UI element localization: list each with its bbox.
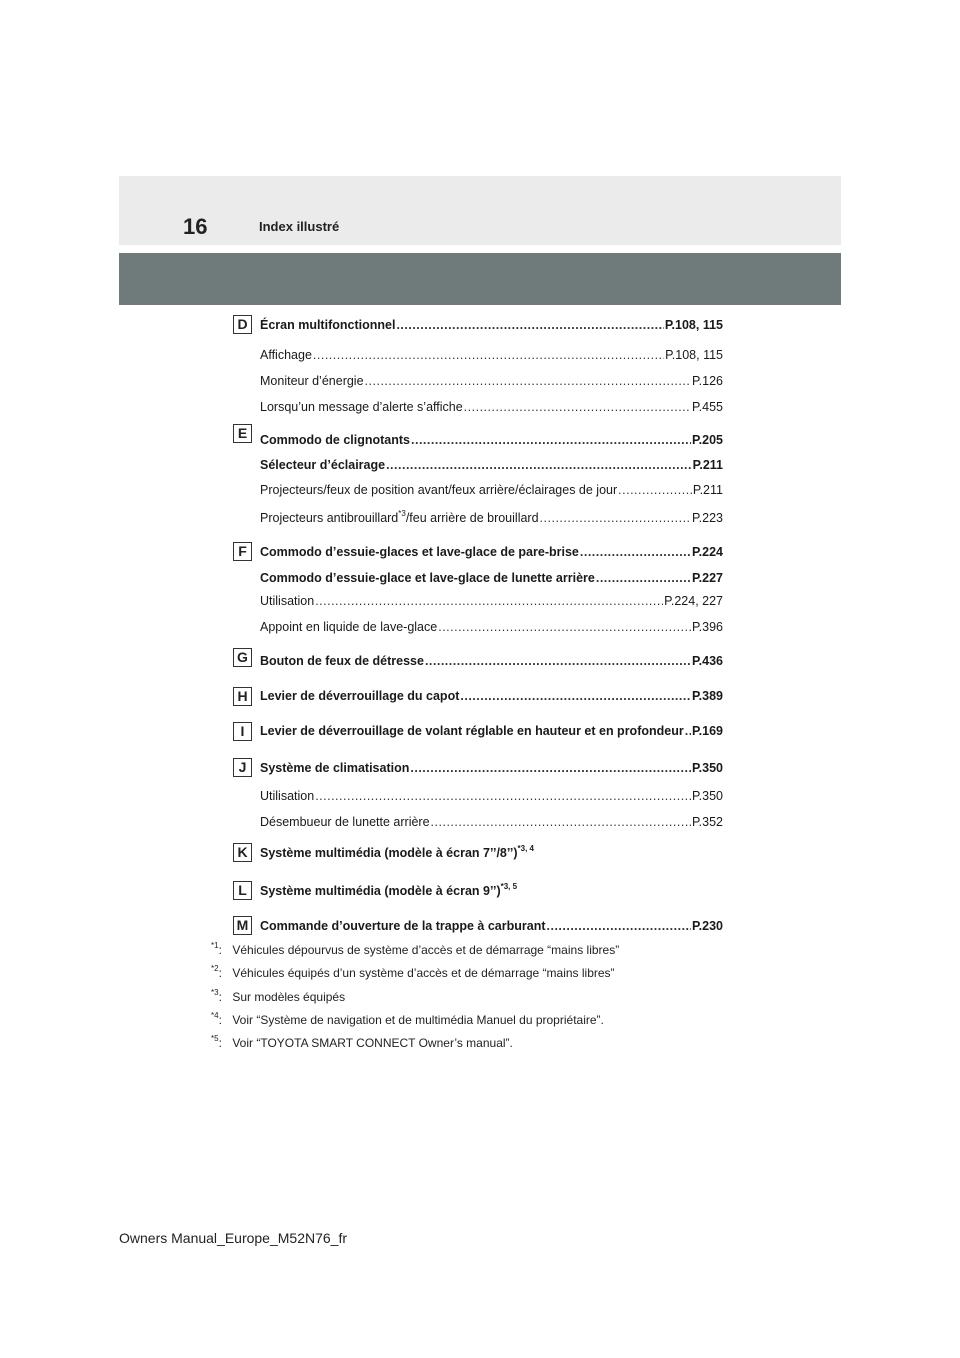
footnote-mark: $^{*3}$: <box>211 988 222 1004</box>
entry-title-text: Commande d’ouverture de la trappe à carburant <box>260 919 546 933</box>
index-entry[interactable] <box>260 815 723 829</box>
entry-title-text: Désembueur de lunette arrière <box>260 815 430 829</box>
entry-title <box>260 843 534 860</box>
entry-title-text: Lorsqu’un message d’alerte s’affiche <box>260 400 463 414</box>
index-entry[interactable] <box>260 789 723 803</box>
dot-leader <box>618 483 692 497</box>
index-entry[interactable] <box>260 458 723 472</box>
entry-title-text: Utilisation <box>260 789 315 803</box>
page-reference[interactable]: P.224, 227 <box>664 594 723 608</box>
entry-title-text: Utilisation <box>260 594 315 608</box>
entry-title-text: Commodo d’essuie-glace et lave-glace de lunette arrière <box>260 571 595 585</box>
index-entry[interactable] <box>260 433 723 447</box>
entry-title-text: Bouton de feux de détresse <box>260 654 424 668</box>
page-reference[interactable]: P.108, 115 <box>665 348 723 362</box>
entry-title <box>260 318 395 332</box>
entry-title-text: Projecteurs/feux de position avant/feux arrière/éclairages de jour <box>260 483 618 497</box>
footnote <box>211 943 619 957</box>
dot-leader <box>580 545 691 559</box>
index-entry[interactable] <box>260 919 723 933</box>
footnote-mark-number: *3 <box>211 988 219 997</box>
page-reference[interactable]: P.108, 115 <box>664 318 723 332</box>
entry-title <box>260 689 459 703</box>
entry-title <box>260 483 617 497</box>
dot-leader <box>438 620 691 634</box>
index-entry[interactable] <box>260 318 723 332</box>
footnote <box>211 1013 604 1027</box>
page-reference[interactable]: P.223 <box>691 511 723 525</box>
footnote-mark-number: *5 <box>211 1034 219 1043</box>
index-entry[interactable] <box>260 724 723 738</box>
section-letter-j: J <box>233 758 252 777</box>
dot-leader <box>410 761 691 775</box>
page-reference[interactable]: P.350 <box>691 761 723 775</box>
entry-title <box>260 724 684 738</box>
footnote-mark: $^{*2}$: <box>211 964 222 980</box>
dot-leader <box>596 571 691 585</box>
index-entry[interactable] <box>260 545 723 559</box>
dot-leader <box>386 458 692 472</box>
index-entry[interactable] <box>260 374 723 388</box>
page-reference[interactable]: P.230 <box>691 919 723 933</box>
header-band <box>119 176 841 245</box>
entry-title-text: Commodo de clignotants <box>260 433 410 447</box>
dot-leader <box>460 689 691 703</box>
entry-title <box>260 458 385 472</box>
footnote-mark: $^{*1}$: <box>211 941 222 957</box>
entry-title <box>260 400 463 414</box>
dot-leader <box>396 318 663 332</box>
entry-title <box>260 881 518 898</box>
page-reference[interactable]: P.126 <box>691 374 723 388</box>
entry-title-text: Levier de déverrouillage de volant réglable en hauteur et en profondeur <box>260 724 684 738</box>
index-entry[interactable] <box>260 761 723 775</box>
dot-leader <box>315 594 663 608</box>
entry-title <box>260 620 437 634</box>
footnote-reference: *3, 5 <box>500 881 518 891</box>
entry-title-text: Système multimédia (modèle à écran 9’’) <box>260 884 501 898</box>
page-reference[interactable]: P.224 <box>691 545 723 559</box>
page-reference[interactable]: P.169 <box>691 724 723 738</box>
page-reference[interactable]: P.211 <box>692 483 723 497</box>
page-reference[interactable]: P.227 <box>691 571 723 585</box>
entry-title <box>260 919 546 933</box>
page-reference[interactable]: P.352 <box>691 815 723 829</box>
footnote-text: Véhicules dépourvus de système d’accès et de démarrage “mains libres” <box>232 943 620 957</box>
page-number: 16 <box>183 214 208 239</box>
header-illustration-bar <box>119 253 841 305</box>
dot-leader <box>685 724 691 738</box>
index-entry[interactable] <box>260 843 723 860</box>
footnote-mark: $^{*4}$: <box>211 1011 222 1027</box>
index-entry[interactable] <box>260 594 723 608</box>
entry-title-text: Système de climatisation <box>260 761 410 775</box>
section-letter-h: H <box>233 687 252 706</box>
index-entry[interactable] <box>260 689 723 703</box>
page-reference[interactable]: P.455 <box>691 400 723 414</box>
footnote <box>211 966 615 980</box>
page-reference[interactable]: P.396 <box>691 620 723 634</box>
dot-leader <box>315 789 691 803</box>
dot-leader <box>425 654 691 668</box>
index-entry[interactable] <box>260 348 723 362</box>
index-entry[interactable] <box>260 571 723 585</box>
footnote-mark-number: *2 <box>211 964 219 973</box>
dot-leader <box>431 815 691 829</box>
entry-title-text: Levier de déverrouillage du capot <box>260 689 460 703</box>
index-entry[interactable] <box>260 483 723 497</box>
entry-title <box>260 594 314 608</box>
section-letter-e: E <box>233 424 252 443</box>
index-entry[interactable] <box>260 881 723 898</box>
entry-title <box>260 654 424 668</box>
footer-text: Owners Manual_Europe_M52N76_fr <box>119 1230 348 1246</box>
entry-title-text: Commodo d’essuie-glaces et lave-glace de pare-brise <box>260 545 579 559</box>
entry-title-text: Moniteur d’énergie <box>260 374 364 388</box>
dot-leader <box>464 400 691 414</box>
footnote-text: Voir “TOYOTA SMART CONNECT Owner’s manual”. <box>232 1036 513 1050</box>
entry-title <box>260 761 409 775</box>
footnote-reference: *3 <box>398 508 406 518</box>
dot-leader <box>547 919 691 933</box>
entry-title <box>260 374 364 388</box>
entry-title-text: Projecteurs antibrouillard <box>260 511 399 525</box>
page-reference[interactable]: P.205 <box>691 433 723 447</box>
section-letter-f: F <box>233 542 252 561</box>
entry-title <box>260 815 430 829</box>
footnote-mark: $^{*5}$: <box>211 1034 222 1050</box>
dot-leader <box>313 348 664 362</box>
page-reference[interactable]: P.211 <box>692 458 723 472</box>
entry-title <box>260 789 314 803</box>
section-letter-d: D <box>233 315 252 334</box>
index-entry[interactable] <box>260 620 723 634</box>
footnote-text: Véhicules équipés d’un système d’accès et de démarrage “mains libres” <box>232 966 615 980</box>
section-title: Index illustré <box>259 219 340 234</box>
entry-title-text: Système multimédia (modèle à écran 7’’/8’’) <box>260 846 518 860</box>
entry-title <box>260 545 579 559</box>
entry-title <box>260 433 410 447</box>
page-reference[interactable]: P.350 <box>691 789 723 803</box>
entry-title-text: Affichage <box>260 348 312 362</box>
entry-title-text: Appoint en liquide de lave-glace <box>260 620 438 634</box>
section-letter-m: M <box>233 916 252 935</box>
section-letter-k: K <box>233 843 252 862</box>
entry-title <box>260 508 539 525</box>
entry-title <box>260 348 312 362</box>
entry-title <box>260 571 595 585</box>
page-reference[interactable]: P.389 <box>691 689 723 703</box>
footnote-reference: *3, 4 <box>517 843 534 853</box>
footnote-text: Voir “Système de navigation et de multimédia Manuel du propriétaire”. <box>232 1013 604 1027</box>
entry-title-text: Sélecteur d’éclairage <box>260 458 386 472</box>
section-letter-i: I <box>233 722 252 741</box>
entry-title-text: Écran multifonctionnel <box>260 318 396 332</box>
footnote-mark-number: *4 <box>211 1011 219 1020</box>
footnote <box>211 990 345 1004</box>
footnote-mark-number: *1 <box>211 941 219 950</box>
dot-leader <box>365 374 691 388</box>
entry-title-text-continued: /feu arrière de brouillard <box>405 511 539 525</box>
footnote-text: Sur modèles équipés <box>232 990 346 1004</box>
dot-leader <box>540 511 691 525</box>
page-reference[interactable]: P.436 <box>691 654 723 668</box>
index-entry[interactable] <box>260 400 723 414</box>
index-entry[interactable] <box>260 654 723 668</box>
section-letter-l: L <box>233 881 252 900</box>
dot-leader <box>411 433 691 447</box>
footnote <box>211 1036 513 1050</box>
section-letter-g: G <box>233 648 252 667</box>
index-entry[interactable] <box>260 508 723 525</box>
